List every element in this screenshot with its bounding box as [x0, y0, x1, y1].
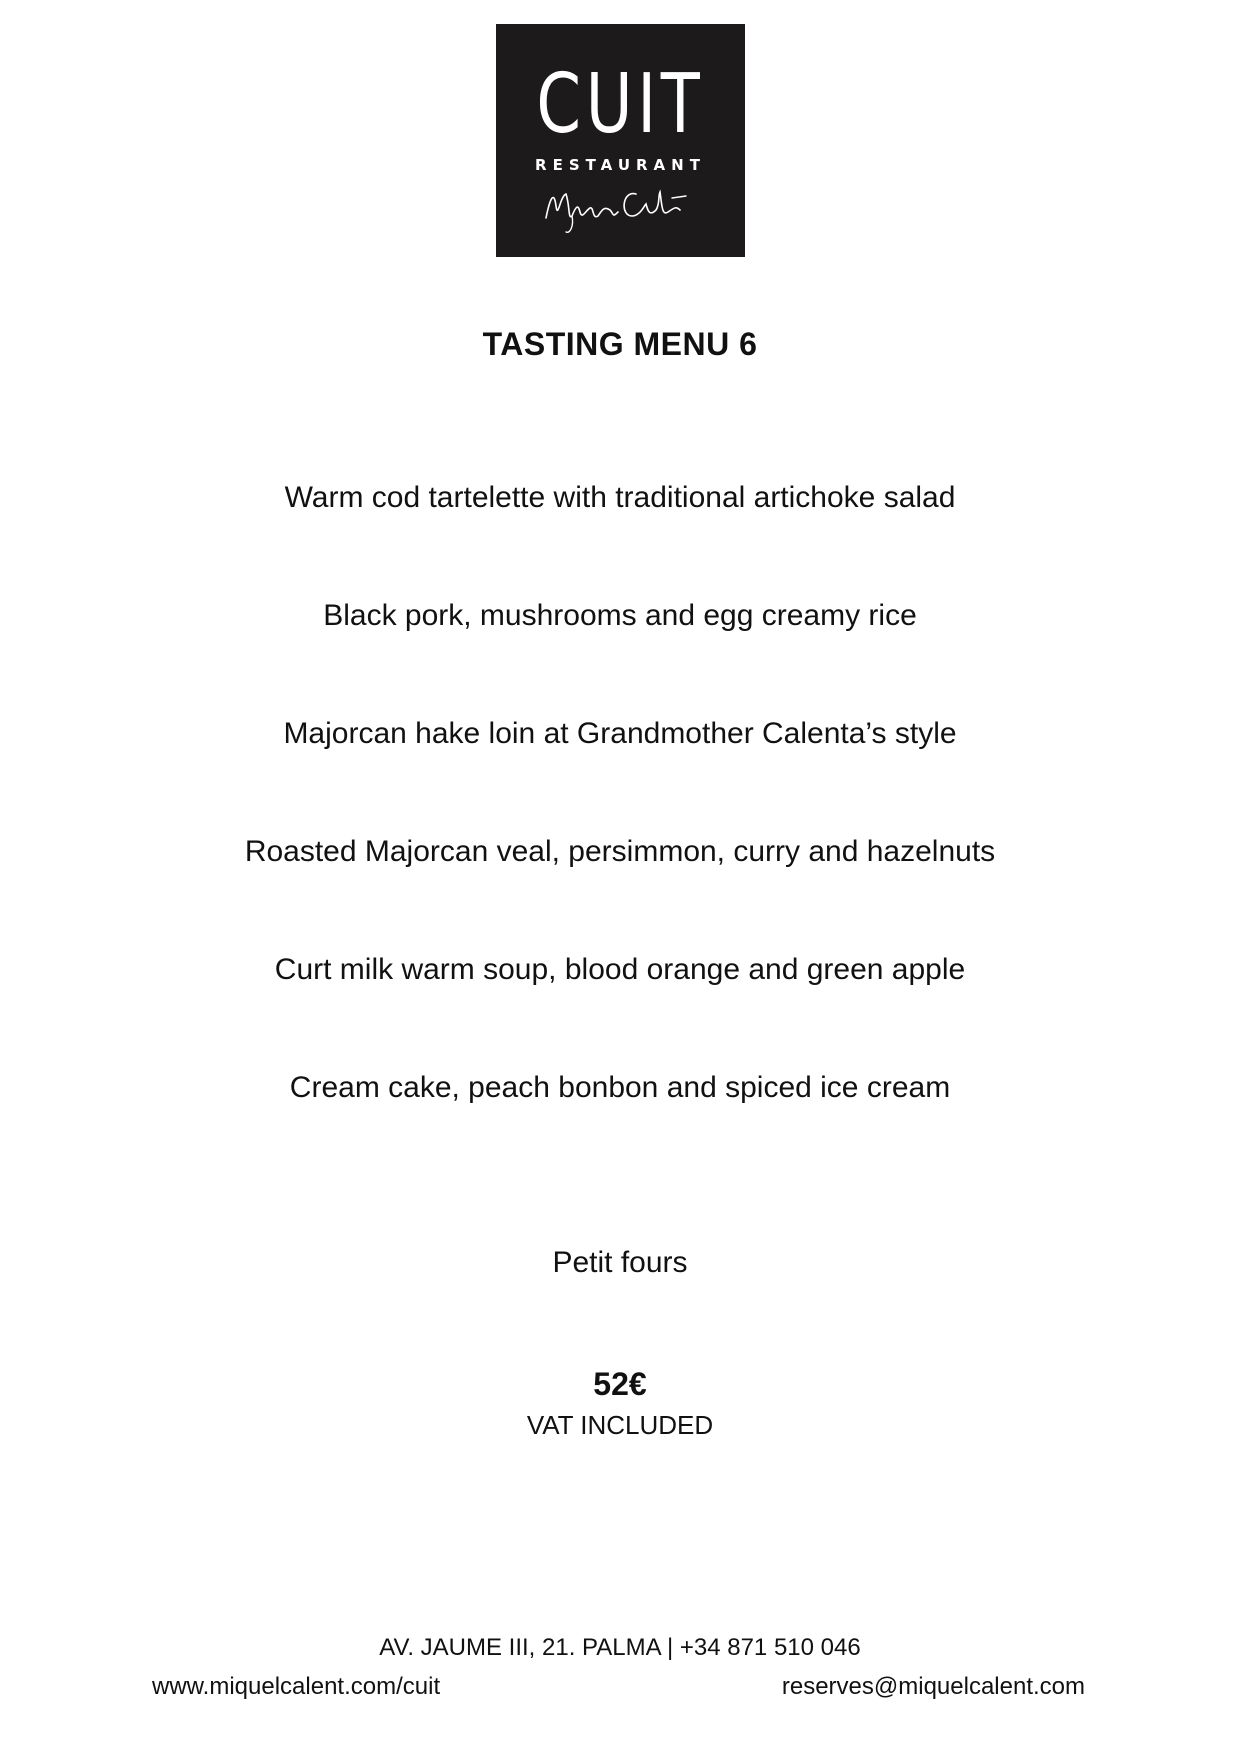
restaurant-logo [496, 24, 745, 257]
dish-item: Warm cod tartelette with traditional artichoke salad [284, 481, 956, 514]
dish-list [0, 472, 1240, 1180]
vat-note: VAT INCLUDED [526, 1410, 714, 1440]
dish-item: Majorcan hake loin at Grandmother Calenta’s style [283, 717, 957, 750]
menu-title: TASTING MENU 6 [482, 326, 758, 362]
menu-price: 52€ [593, 1366, 647, 1402]
signature-icon [540, 176, 690, 236]
logo-subtitle: RESTAURANT [535, 156, 706, 174]
footer-email: reserves@miquelcalent.com [781, 1673, 1085, 1700]
logo-wordmark: CUIT [536, 57, 705, 152]
footer-website: www.miquelcalent.com/cuit [152, 1673, 441, 1700]
dish-item: Roasted Majorcan veal, persimmon, curry and hazelnuts [244, 835, 996, 868]
petit-fours: Petit fours [552, 1246, 688, 1279]
dish-item: Cream cake, peach bonbon and spiced ice cream [289, 1071, 951, 1104]
dish-item: Curt milk warm soup, blood orange and green apple [274, 953, 966, 986]
dish-item: Black pork, mushrooms and egg creamy rice [323, 599, 917, 632]
footer-address: AV. JAUME III, 21. PALMA | +34 871 510 046 [379, 1634, 861, 1661]
